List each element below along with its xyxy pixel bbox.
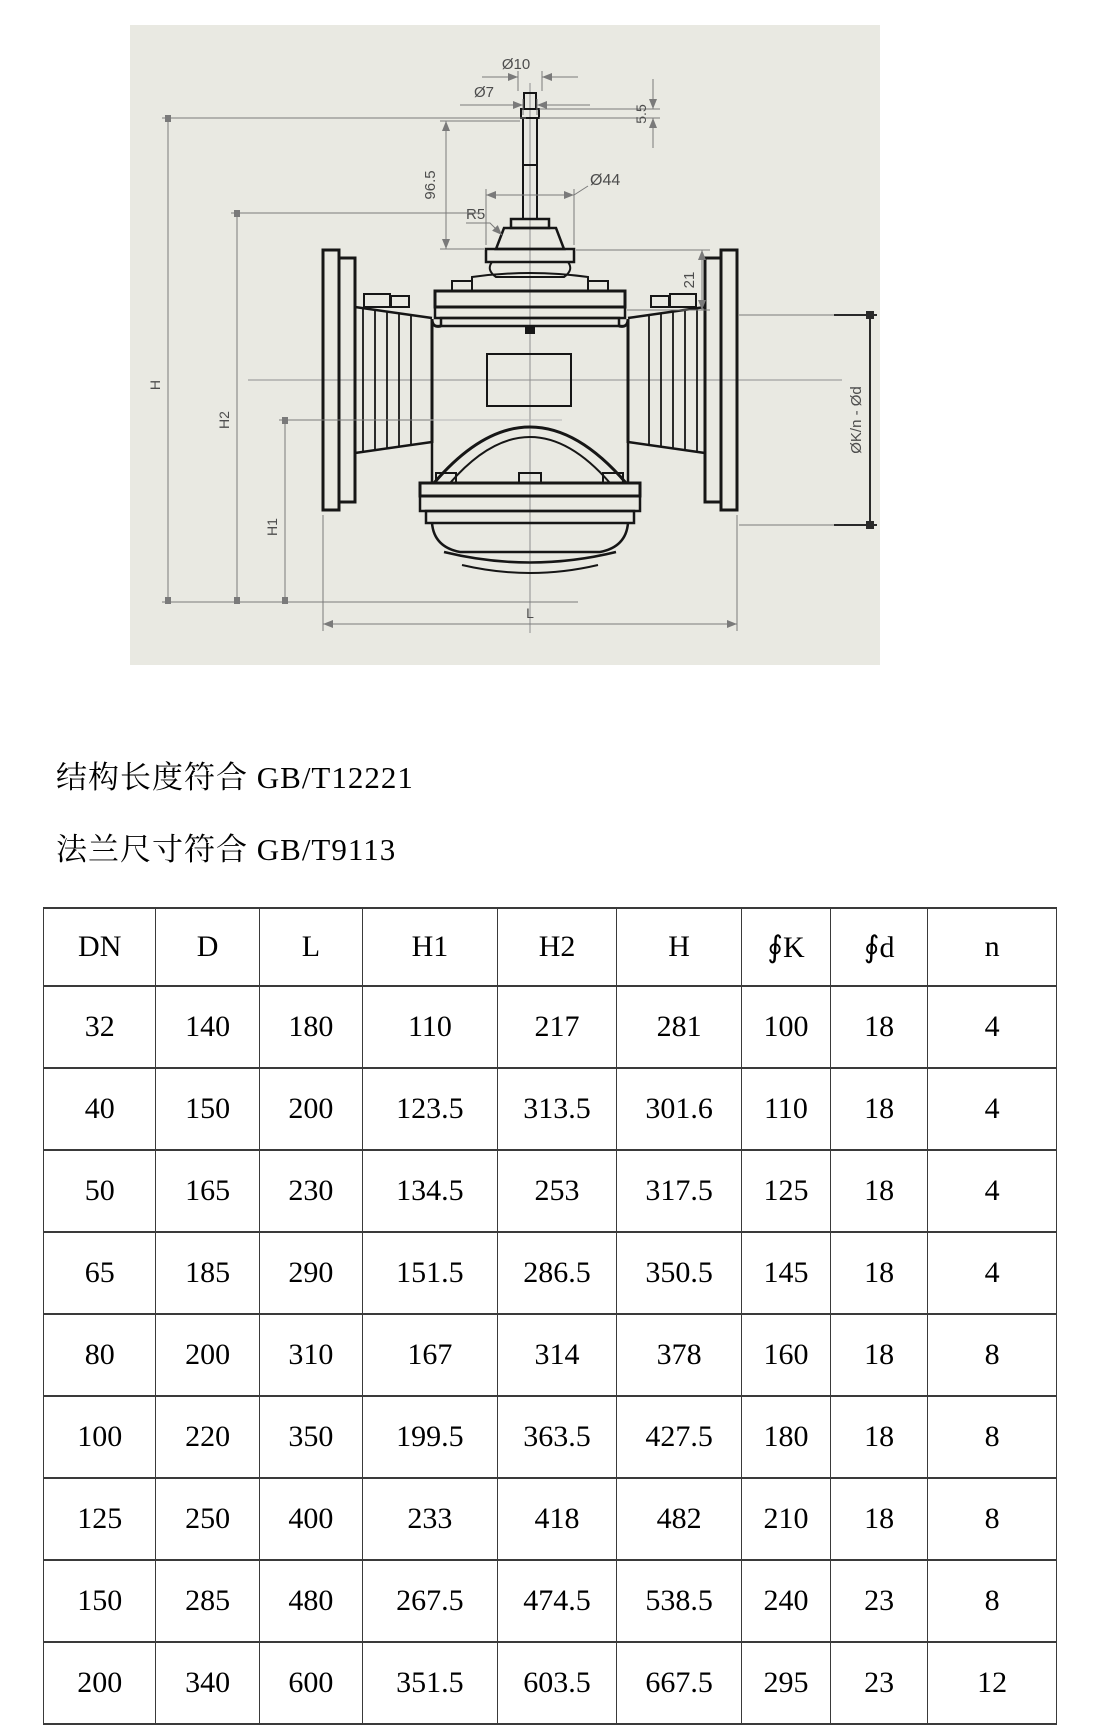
table-header-cell: ∮d xyxy=(831,908,928,986)
table-cell: 240 xyxy=(741,1560,830,1642)
table-cell: 145 xyxy=(741,1232,830,1314)
table-cell: 18 xyxy=(831,1232,928,1314)
table-cell: 18 xyxy=(831,1150,928,1232)
table-row xyxy=(44,1232,1057,1314)
valve-drawing xyxy=(130,25,880,665)
table-cell: 140 xyxy=(156,986,259,1068)
table-cell: 600 xyxy=(259,1642,362,1724)
dim-label-bonnet-height: 21 xyxy=(681,271,698,289)
dimension-lines xyxy=(147,56,877,631)
table-cell: 4 xyxy=(928,1068,1057,1150)
table-cell: 100 xyxy=(44,1396,156,1478)
table-cell: 80 xyxy=(44,1314,156,1396)
table-cell: 185 xyxy=(156,1232,259,1314)
table-cell: 100 xyxy=(741,986,830,1068)
table-cell: 340 xyxy=(156,1642,259,1724)
table-cell: 295 xyxy=(741,1642,830,1724)
table-cell: 8 xyxy=(928,1560,1057,1642)
table-cell: 110 xyxy=(363,986,498,1068)
table-cell: 290 xyxy=(259,1232,362,1314)
table-cell: 310 xyxy=(259,1314,362,1396)
table-cell: 134.5 xyxy=(363,1150,498,1232)
table-cell: 165 xyxy=(156,1150,259,1232)
table-cell: 667.5 xyxy=(617,1642,742,1724)
table-row xyxy=(44,1396,1057,1478)
table-cell: 378 xyxy=(617,1314,742,1396)
table-cell: 233 xyxy=(363,1478,498,1560)
table-cell: 220 xyxy=(156,1396,259,1478)
table-cell: 603.5 xyxy=(497,1642,617,1724)
table-cell: 253 xyxy=(497,1150,617,1232)
table-cell: 8 xyxy=(928,1478,1057,1560)
dim-label-stem-length: 96.5 xyxy=(422,170,439,200)
table-cell: 123.5 xyxy=(363,1068,498,1150)
table-cell: 317.5 xyxy=(617,1150,742,1232)
centerlines xyxy=(248,83,842,633)
table-header-cell: H xyxy=(617,908,742,986)
table-header-cell: H1 xyxy=(363,908,498,986)
table-cell: 200 xyxy=(156,1314,259,1396)
table-cell: 200 xyxy=(44,1642,156,1724)
table-row xyxy=(44,1478,1057,1560)
table-cell: 65 xyxy=(44,1232,156,1314)
dim-label-h1: H1 xyxy=(264,518,280,536)
table-row xyxy=(44,1560,1057,1642)
table-cell: 23 xyxy=(831,1560,928,1642)
dim-label-bolt-circle: ØK/n - Ød xyxy=(848,386,865,454)
note-flange-size: 法兰尺寸符合 GB/T9113 xyxy=(56,832,397,867)
table-cell: 427.5 xyxy=(617,1396,742,1478)
table-cell: 160 xyxy=(741,1314,830,1396)
technical-drawing xyxy=(130,25,880,665)
table-header-row xyxy=(44,908,1057,986)
dim-label-l: L xyxy=(526,605,534,621)
table-cell: 4 xyxy=(928,1232,1057,1314)
table-cell: 285 xyxy=(156,1560,259,1642)
dim-label-tip-height: 5.5 xyxy=(633,104,649,124)
table-cell: 210 xyxy=(741,1478,830,1560)
table-cell: 180 xyxy=(741,1396,830,1478)
dim-label-dia7: Ø7 xyxy=(473,84,495,101)
note-structure-length: 结构长度符合 GB/T12221 xyxy=(56,760,414,795)
table-cell: 250 xyxy=(156,1478,259,1560)
table-cell: 110 xyxy=(741,1068,830,1150)
table-cell: 418 xyxy=(497,1478,617,1560)
table-cell: 4 xyxy=(928,986,1057,1068)
table-row xyxy=(44,986,1057,1068)
table-cell: 23 xyxy=(831,1642,928,1724)
table-cell: 267.5 xyxy=(363,1560,498,1642)
table-cell: 18 xyxy=(831,1478,928,1560)
table-row xyxy=(44,1068,1057,1150)
table-cell: 230 xyxy=(259,1150,362,1232)
table-cell: 286.5 xyxy=(497,1232,617,1314)
table-header-cell: D xyxy=(156,908,259,986)
table-cell: 538.5 xyxy=(617,1560,742,1642)
table-cell: 200 xyxy=(259,1068,362,1150)
dim-label-dia44: Ø44 xyxy=(590,172,621,189)
table-cell: 125 xyxy=(741,1150,830,1232)
table-row xyxy=(44,1642,1057,1724)
table-header-cell: ∮K xyxy=(741,908,830,986)
table-cell: 301.6 xyxy=(617,1068,742,1150)
table-cell: 50 xyxy=(44,1150,156,1232)
table-cell: 217 xyxy=(497,986,617,1068)
table-cell: 151.5 xyxy=(363,1232,498,1314)
table-cell: 32 xyxy=(44,986,156,1068)
table-cell: 8 xyxy=(928,1314,1057,1396)
table-cell: 150 xyxy=(156,1068,259,1150)
table-cell: 125 xyxy=(44,1478,156,1560)
table-cell: 350 xyxy=(259,1396,362,1478)
table-cell: 18 xyxy=(831,1314,928,1396)
table-cell: 199.5 xyxy=(363,1396,498,1478)
table-cell: 167 xyxy=(363,1314,498,1396)
table-cell: 8 xyxy=(928,1396,1057,1478)
table-header-cell: DN xyxy=(44,908,156,986)
dim-label-fillet: R5 xyxy=(466,206,486,223)
table-cell: 180 xyxy=(259,986,362,1068)
table-cell: 18 xyxy=(831,986,928,1068)
spec-table xyxy=(43,907,1057,1725)
table-cell: 363.5 xyxy=(497,1396,617,1478)
table-cell: 400 xyxy=(259,1478,362,1560)
table-row xyxy=(44,1150,1057,1232)
table-cell: 281 xyxy=(617,986,742,1068)
table-cell: 12 xyxy=(928,1642,1057,1724)
table-row xyxy=(44,1314,1057,1396)
table-header-cell: L xyxy=(259,908,362,986)
dim-label-h: H xyxy=(147,379,163,391)
table-cell: 313.5 xyxy=(497,1068,617,1150)
table-cell: 18 xyxy=(831,1396,928,1478)
table-cell: 351.5 xyxy=(363,1642,498,1724)
table-cell: 482 xyxy=(617,1478,742,1560)
table-header-cell: H2 xyxy=(497,908,617,986)
table-body xyxy=(44,986,1057,1724)
table-cell: 350.5 xyxy=(617,1232,742,1314)
table-cell: 40 xyxy=(44,1068,156,1150)
table-cell: 314 xyxy=(497,1314,617,1396)
table-head xyxy=(44,908,1057,986)
table-cell: 4 xyxy=(928,1150,1057,1232)
table-header-cell: n xyxy=(928,908,1057,986)
table-cell: 18 xyxy=(831,1068,928,1150)
table-cell: 150 xyxy=(44,1560,156,1642)
dim-label-dia10: Ø10 xyxy=(501,56,531,73)
table-cell: 474.5 xyxy=(497,1560,617,1642)
dim-label-h2: H2 xyxy=(216,411,232,429)
table-cell: 480 xyxy=(259,1560,362,1642)
